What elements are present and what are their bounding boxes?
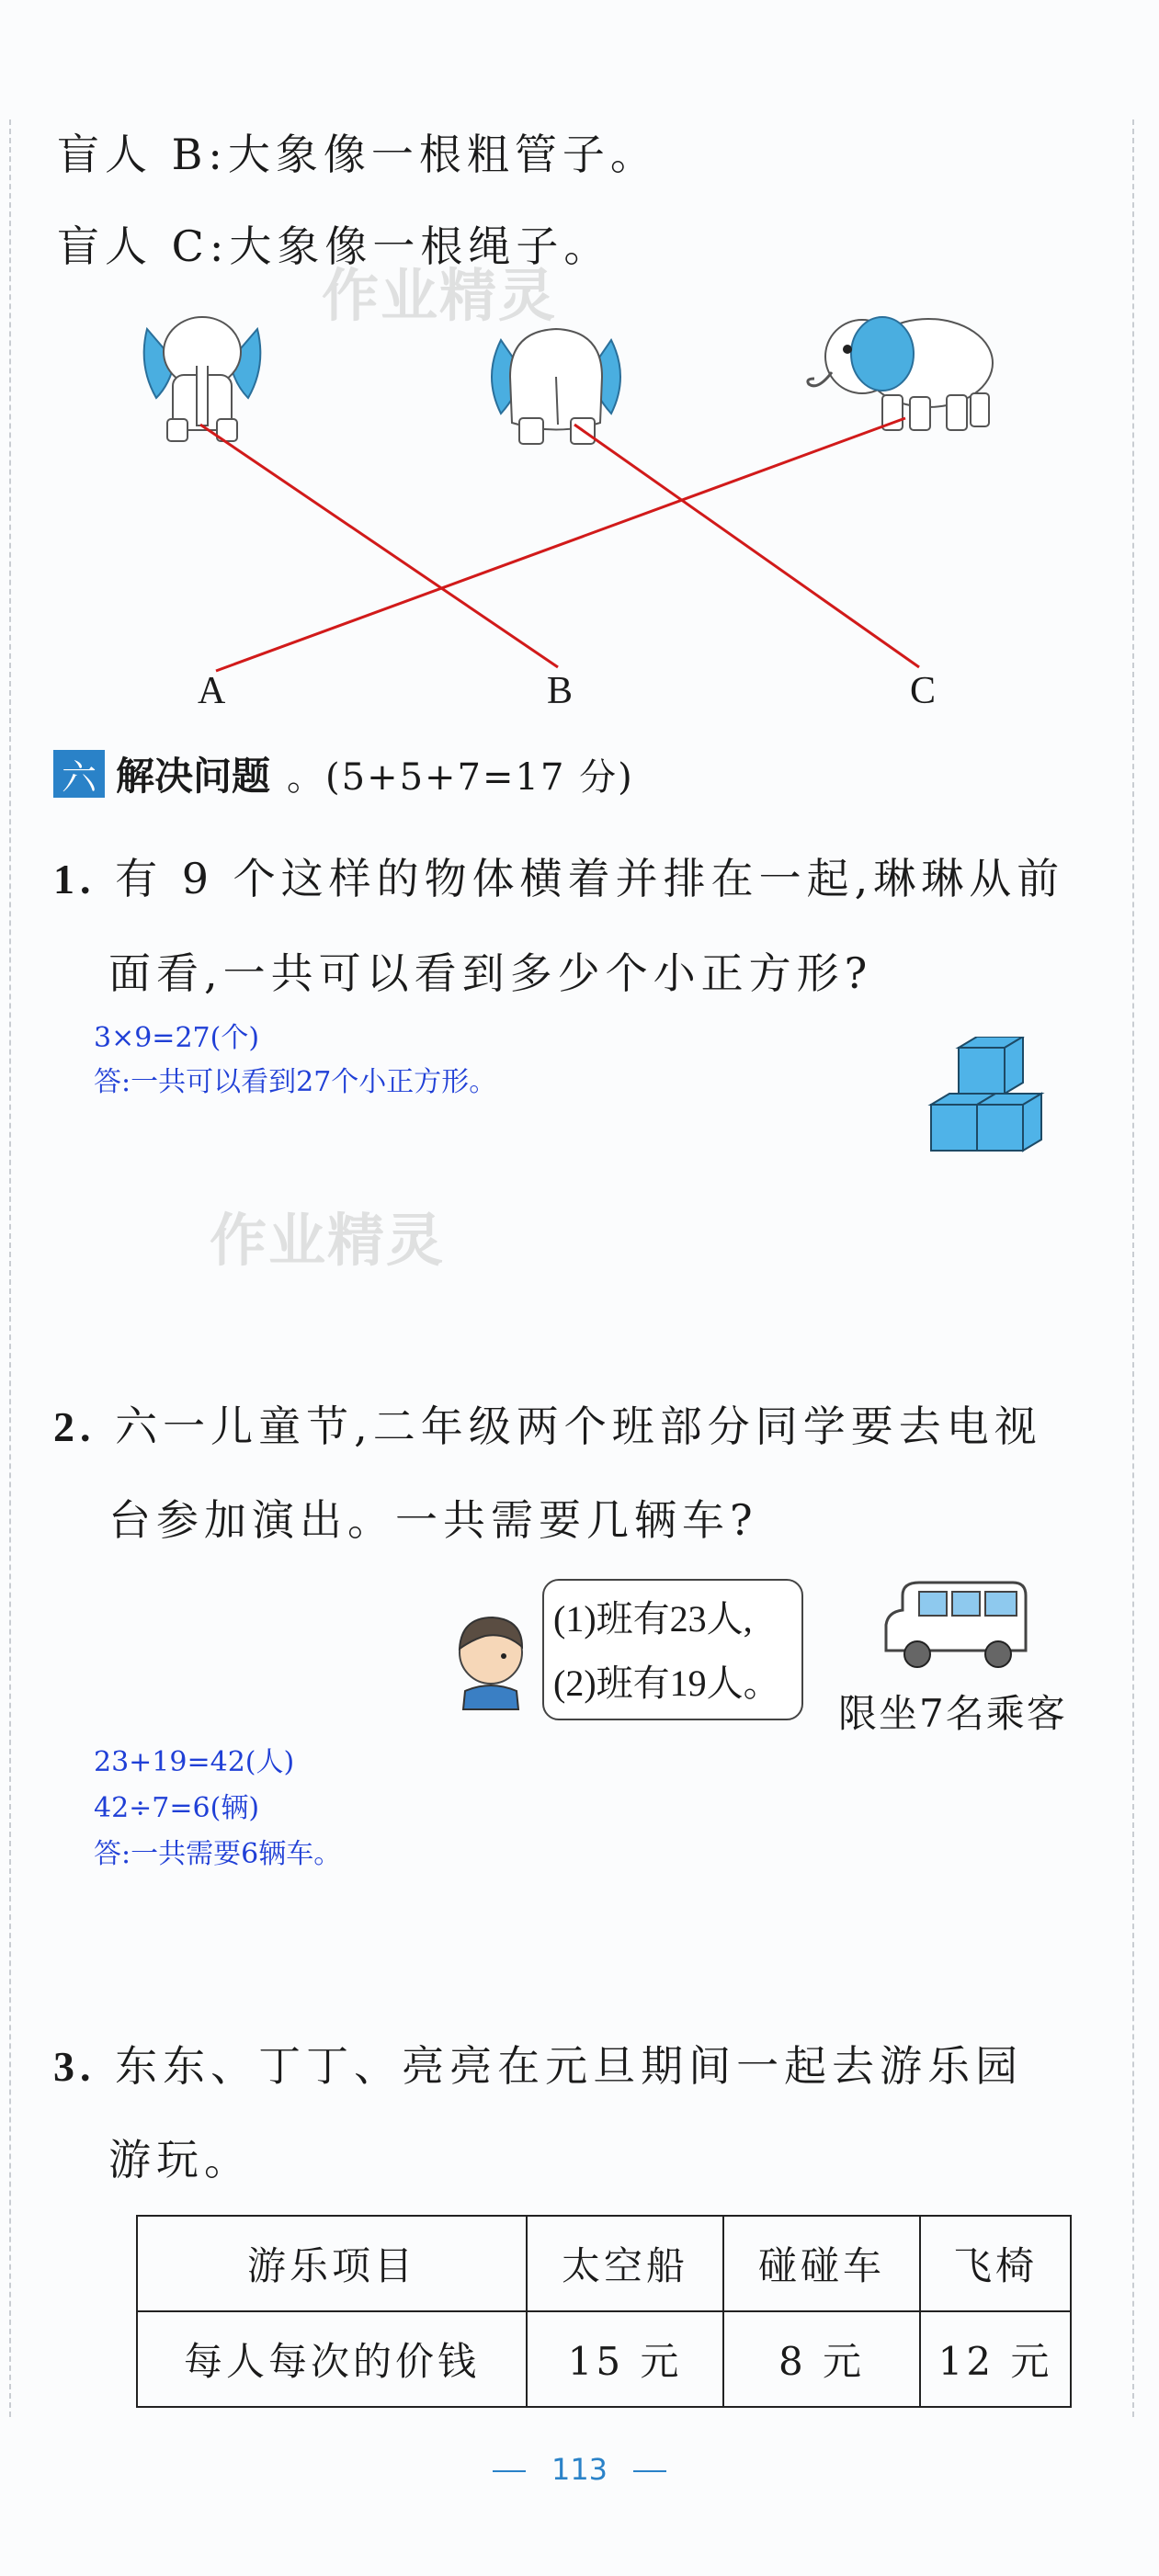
footer-dash-right <box>633 2470 666 2472</box>
section-title: 解决问题 <box>116 754 271 799</box>
match-line-front-to-b <box>200 425 558 667</box>
watermark-middle: 作业精灵 <box>210 1207 446 1274</box>
table-cell: 碰碰车 <box>723 2216 920 2311</box>
blind-man-b-line: 盲人 B:大象像一根粗管子。 <box>57 130 658 179</box>
footer-dash-left <box>493 2470 526 2472</box>
q2-text-line2: 台参加演出。一共需要几辆车? <box>108 1495 758 1545</box>
q1-number: 1. <box>53 856 97 902</box>
price-table <box>136 2215 1072 2408</box>
q2-answer-calc1: 23+19=42(人) <box>94 1746 295 1778</box>
q2-number: 2. <box>53 1403 97 1450</box>
q2-line1 <box>53 1393 1042 1454</box>
table-row <box>137 2216 1071 2311</box>
q3-text-line1: 东东、丁丁、亮亮在元旦期间一起去游乐园 <box>115 2041 1024 2091</box>
q1-line1 <box>53 845 1064 906</box>
section-score: 。(5+5+7=17 分) <box>287 755 634 799</box>
q1-text-line1: 有 9 个这样的物体横着并排在一起,琳琳从前 <box>115 854 1065 903</box>
label-b: B <box>547 670 574 712</box>
label-c: C <box>910 670 937 712</box>
match-line-back-to-c <box>574 425 919 667</box>
bubble-class2: (2)班有19人。 <box>553 1662 780 1704</box>
label-a: A <box>198 670 226 712</box>
section-number-badge: 六 <box>53 750 105 798</box>
q3-number: 3. <box>53 2043 97 2090</box>
q3-line1 <box>53 2033 1023 2094</box>
bubble-class1: (1)班有23人, <box>553 1598 753 1640</box>
match-line-side-to-a <box>216 418 905 671</box>
q1-text-line2: 面看,一共可以看到多少个小正方形? <box>108 948 873 998</box>
elephant-back-icon <box>492 329 620 444</box>
table-cell: 每人每次的价钱 <box>137 2311 527 2407</box>
table-row <box>137 2311 1071 2407</box>
table-cell: 12 元 <box>920 2311 1071 2407</box>
elephant-matching-figure <box>0 294 1159 726</box>
van-capacity-caption: 限坐7名乘客 <box>838 1691 1067 1736</box>
speech-bubble <box>542 1579 803 1720</box>
van-icon <box>875 1577 1031 1678</box>
section-heading <box>53 746 634 801</box>
table-cell: 太空船 <box>527 2216 723 2311</box>
elephant-front-icon <box>144 317 261 441</box>
table-cell: 飞椅 <box>920 2216 1071 2311</box>
q2-answer-calc2: 42÷7=6(辆) <box>94 1792 260 1824</box>
q2-answer-text: 答:一共需要6辆车。 <box>94 1838 342 1870</box>
q3-text-line2: 游玩。 <box>108 2135 252 2184</box>
table-cell: 8 元 <box>723 2311 920 2407</box>
cube-stack-icon <box>924 1037 1089 1188</box>
table-cell: 15 元 <box>527 2311 723 2407</box>
elephant-side-icon <box>808 317 993 430</box>
q2-text-line1: 六一儿童节,二年级两个班部分同学要去电视 <box>115 1401 1042 1451</box>
watermark-top: 作业精灵 <box>322 262 558 329</box>
q1-answer-text: 答:一共可以看到27个小正方形。 <box>94 1066 497 1098</box>
blind-man-c-line: 盲人 C:大象像一根绳子。 <box>57 221 612 271</box>
table-cell: 游乐项目 <box>137 2216 527 2311</box>
boy-avatar-icon <box>449 1608 533 1711</box>
page-number: 113 <box>551 2452 608 2487</box>
q1-answer-calc: 3×9=27(个) <box>94 1022 260 1054</box>
page-number-footer <box>0 2452 1159 2487</box>
